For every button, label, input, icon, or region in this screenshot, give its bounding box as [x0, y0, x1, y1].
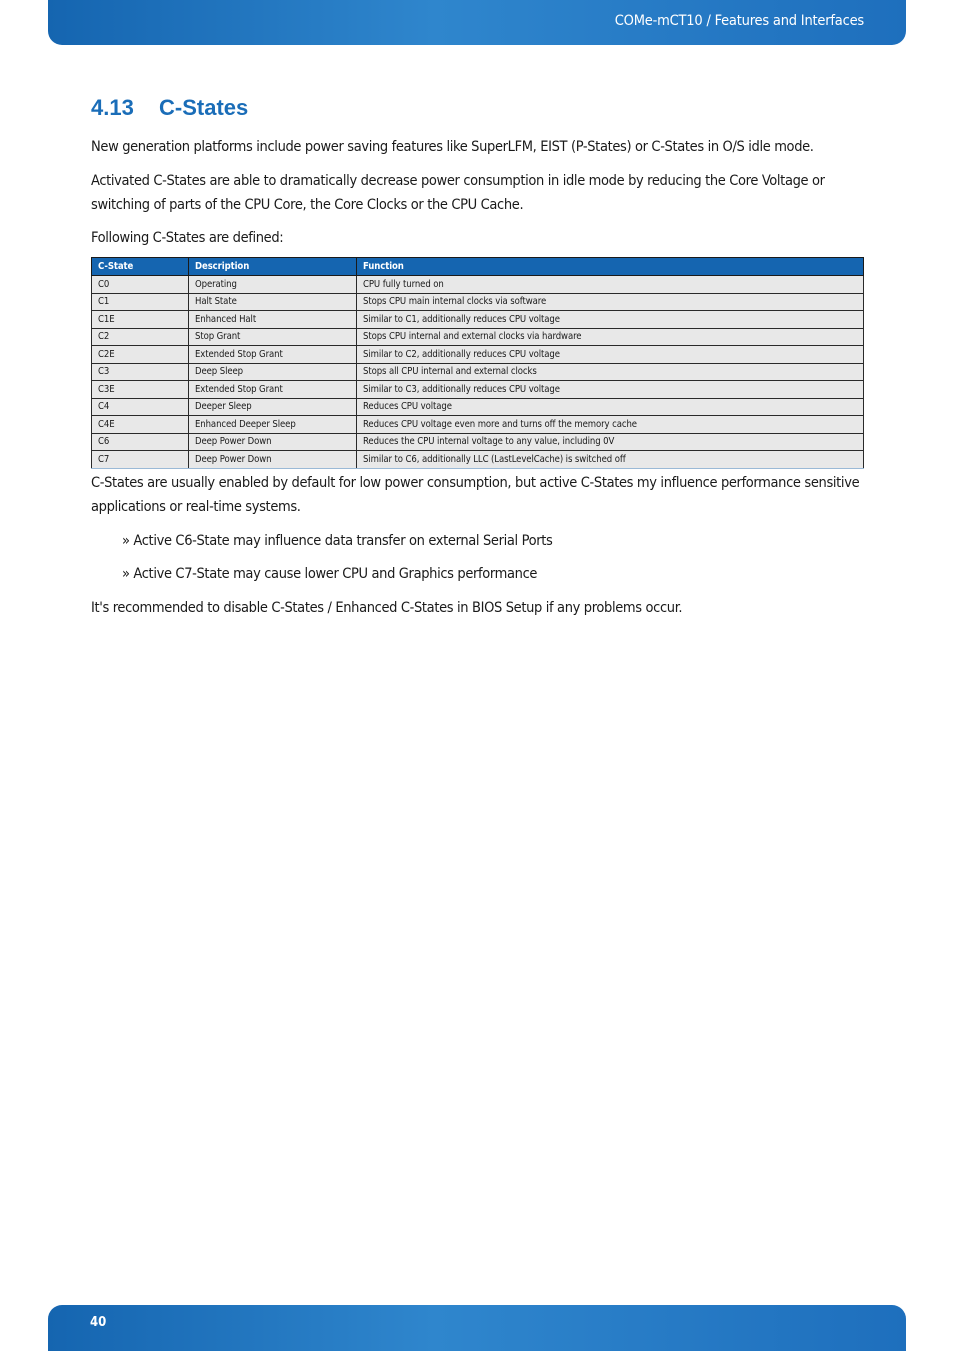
cell-cstate: C4E	[92, 416, 189, 434]
bullet-c6: » Active C6-State may influence data transfer on external Serial Ports	[122, 533, 553, 549]
c-states-table	[91, 257, 864, 469]
table-row	[92, 451, 864, 469]
cell-function: Similar to C3, additionally reduces CPU voltage	[357, 381, 864, 399]
table-row	[92, 346, 864, 364]
table-row	[92, 328, 864, 346]
table-row	[92, 381, 864, 399]
cell-cstate: C0	[92, 276, 189, 294]
recommend-paragraph: It's recommended to disable C-States / Enhanced C-States in BIOS Setup if any problems occur.	[91, 600, 683, 616]
cell-function: Reduces CPU voltage even more and turns off the memory cache	[357, 416, 864, 434]
table-row	[92, 293, 864, 311]
table-row	[92, 416, 864, 434]
cell-description: Enhanced Deeper Sleep	[189, 416, 357, 434]
intro-paragraph: New generation platforms include power saving features like SuperLFM, EIST (P-States) or C-States in O/S idle mode.	[91, 139, 814, 155]
cell-cstate: C1E	[92, 311, 189, 329]
section-number: 4.13	[91, 95, 134, 120]
cell-description: Deep Power Down	[189, 433, 357, 451]
bullet-c7: » Active C7-State may cause lower CPU and Graphics performance	[122, 566, 538, 582]
cell-description: Deep Sleep	[189, 363, 357, 381]
cell-cstate: C6	[92, 433, 189, 451]
table-row	[92, 363, 864, 381]
cell-description: Stop Grant	[189, 328, 357, 346]
header-cstate: C-State	[92, 258, 189, 276]
header-function: Function	[357, 258, 864, 276]
cell-description: Enhanced Halt	[189, 311, 357, 329]
table-row	[92, 433, 864, 451]
cell-function: Reduces CPU voltage	[357, 398, 864, 416]
cell-function: Reduces the CPU internal voltage to any value, including 0V	[357, 433, 864, 451]
cell-function: Similar to C2, additionally reduces CPU voltage	[357, 346, 864, 364]
page-number: 40	[90, 1315, 107, 1330]
cell-cstate: C7	[92, 451, 189, 469]
cell-function: CPU fully turned on	[357, 276, 864, 294]
cell-function: Stops CPU main internal clocks via software	[357, 293, 864, 311]
cell-description: Halt State	[189, 293, 357, 311]
cell-function: Similar to C6, additionally LLC (LastLevelCache) is switched off	[357, 451, 864, 469]
header-description: Description	[189, 258, 357, 276]
cell-cstate: C2E	[92, 346, 189, 364]
cell-cstate: C2	[92, 328, 189, 346]
table-header-row	[92, 258, 864, 276]
cell-description: Deeper Sleep	[189, 398, 357, 416]
cell-description: Operating	[189, 276, 357, 294]
section-title: C-States	[159, 95, 249, 120]
cell-function: Stops CPU internal and external clocks via hardware	[357, 328, 864, 346]
table-row	[92, 311, 864, 329]
activated-paragraph: Activated C-States are able to dramatically decrease power consumption in idle mode by reducing the Core Voltage or switching of parts of the CPU Core, the Core Clocks or the CPU Cache.	[91, 173, 825, 213]
header-title: COMe-mCT10 / Features and Interfaces	[614, 13, 864, 29]
page-header-bar	[48, 0, 906, 45]
usually-paragraph: C-States are usually enabled by default for low power consumption, but active C-States my influence performance sensitive applications or real-time systems.	[91, 475, 860, 515]
section-heading	[91, 95, 248, 121]
cell-cstate: C3	[92, 363, 189, 381]
cell-cstate: C1	[92, 293, 189, 311]
cell-cstate: C4	[92, 398, 189, 416]
cell-description: Deep Power Down	[189, 451, 357, 469]
following-paragraph: Following C-States are defined:	[91, 230, 284, 246]
cell-cstate: C3E	[92, 381, 189, 399]
table-row	[92, 276, 864, 294]
cell-function: Similar to C1, additionally reduces CPU voltage	[357, 311, 864, 329]
cell-description: Extended Stop Grant	[189, 346, 357, 364]
page-footer-bar	[48, 1305, 906, 1351]
cell-description: Extended Stop Grant	[189, 381, 357, 399]
table-row	[92, 398, 864, 416]
cell-function: Stops all CPU internal and external clocks	[357, 363, 864, 381]
